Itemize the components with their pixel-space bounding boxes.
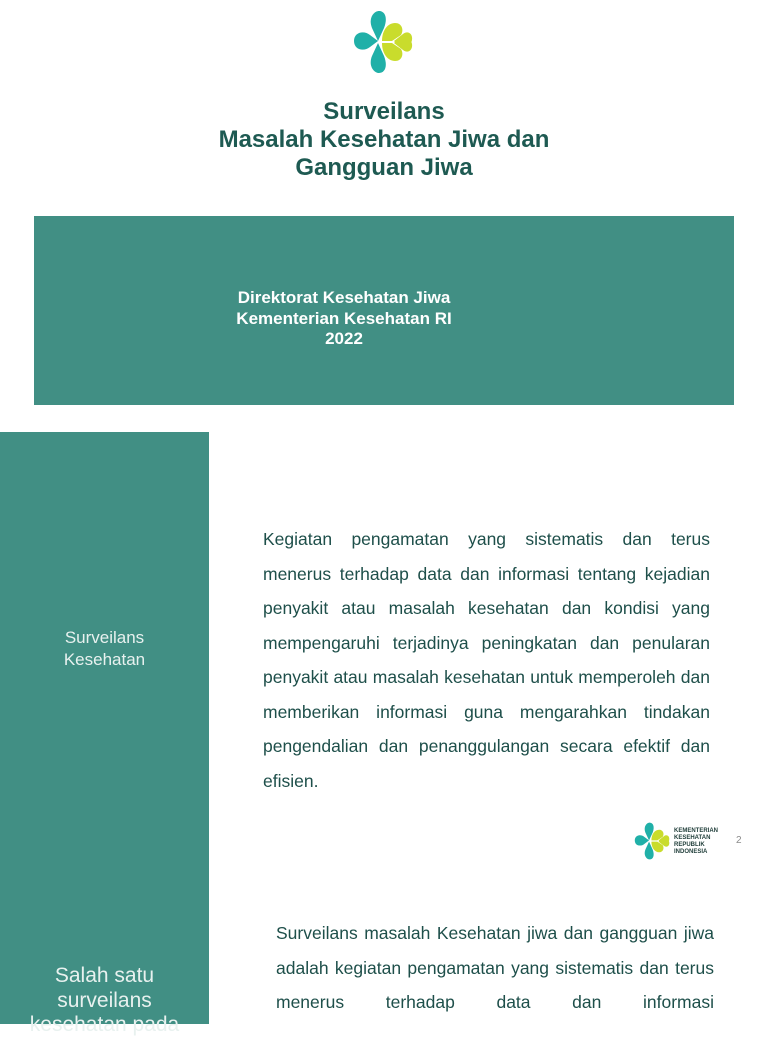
logo-wordmark bbox=[674, 828, 734, 856]
side-label bbox=[0, 627, 209, 670]
page-title bbox=[0, 98, 768, 182]
title-slide bbox=[0, 0, 768, 432]
logo-wordmark-line: KEMENTERIAN bbox=[674, 828, 719, 834]
definition-slide bbox=[0, 432, 768, 864]
banner-text bbox=[224, 288, 464, 350]
side-label-line: Salah satu bbox=[54, 964, 155, 987]
banner-line: 2022 bbox=[325, 329, 363, 348]
logo-wordmark-line: INDONESIA bbox=[674, 849, 708, 855]
side-label-line: surveilans bbox=[57, 988, 152, 1012]
definition-text: Surveilans masalah Kesehatan jiwa dan gangguan jiwa adalah kegiatan pengamatan yang sistematis dan terus menerus terhadap data dan informasi bbox=[276, 923, 714, 1012]
side-label-line: kesehatan pada bbox=[29, 1013, 180, 1036]
definition-text: Kegiatan pengamatan yang sistematis dan terus menerus terhadap data dan informasi tentang kejadian penyakit atau masalah kesehatan dan kondisi yang mempengaruhi terjadinya peningkatan dan penularan penyakit atau masalah kesehatan untuk memperoleh dan memberikan informasi guna mengarahkan tindakan pengendalian dan penanggulangan secara efektif dan efisien. bbox=[263, 529, 710, 791]
banner-line: Kementerian Kesehatan RI bbox=[236, 308, 452, 328]
side-panel bbox=[0, 864, 209, 1036]
side-label bbox=[0, 964, 209, 1038]
title-banner bbox=[34, 216, 734, 405]
kemenkes-logo-icon bbox=[352, 10, 414, 74]
title-line: Surveilans bbox=[323, 98, 445, 125]
kemenkes-logo-icon bbox=[633, 822, 671, 860]
side-label-text: Surveilans Kesehatan bbox=[63, 628, 146, 669]
side-panel bbox=[0, 432, 209, 864]
logo-wordmark-line: REPUBLIK bbox=[674, 842, 705, 848]
banner-line: Direktorat Kesehatan Jiwa bbox=[237, 288, 451, 307]
title-line: Gangguan Jiwa bbox=[295, 154, 473, 181]
logo-wordmark-line: KESEHATAN bbox=[674, 835, 711, 841]
title-line: Masalah Kesehatan Jiwa dan bbox=[218, 126, 550, 153]
page-number: 2 bbox=[736, 835, 742, 846]
definition-slide-2 bbox=[0, 864, 768, 1036]
